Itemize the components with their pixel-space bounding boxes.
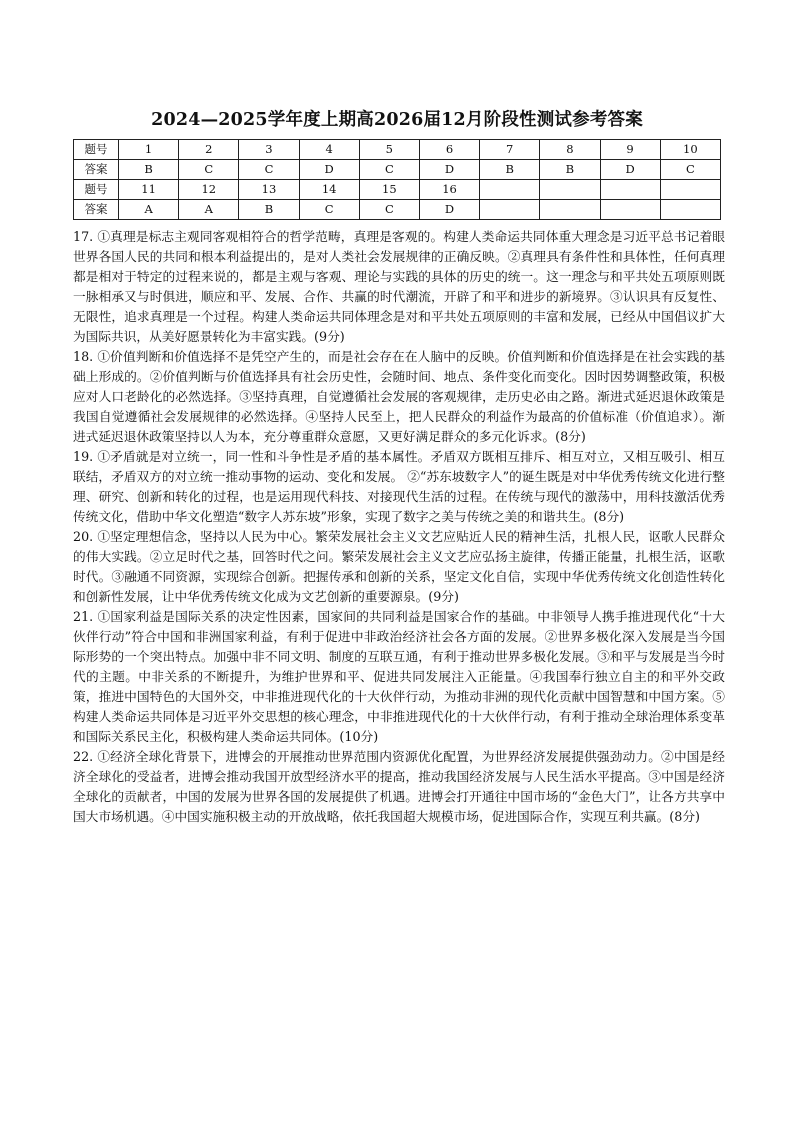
answer-17: 17. ①真理是标志主观同客观相符合的哲学范畴，真理是客观的。构建人类命运共同体重大理念是习近平总书记着眼世界各国人民的共同和根本利益提出的，是对人类社会发展规律的正确反映。②真理具有条件性和具体性，任何真理都是相对于特定的过程来说的，都是主观与客观、理论与实践的具体的历史的统一。这一理念与和平共处五项原则既一脉相承又与时俱进，顺应和平、发展、合作、共赢的时代潮流，开辟了和平和进步的新境界。③认识具有反复性、无限性，追求真理是一个过程。构建人类命运共同体理念是对和平共处五项原则的丰富和发展，已经从中国倡议扩大为国际共识，从美好愿景转化为丰富实践。(9分) — [73, 229, 725, 344]
table-cell — [600, 200, 660, 220]
answer-22: 22. ①经济全球化背景下，进博会的开展推动世界范围内资源优化配置，为世界经济发展提供强劲动力。②中国是经济全球化的受益者，进博会推动我国开放型经济水平的提高，推动我国经济发展与人民生活水平提高。③中国是经济全球化的贡献者，中国的发展为世界各国的发展提供了机遇。进博会打开通往中国市场的“金色大门”，让各方共享中国大市场机遇。④中国实施积极主动的开放战略，依托我国超大规模市场，促进国际合作，实现互利共赢。(8分) — [73, 749, 725, 824]
table-cell: 15 — [359, 180, 419, 200]
table-cell — [540, 180, 600, 200]
table-cell: 7 — [480, 140, 540, 160]
table-cell: 12 — [179, 180, 239, 200]
table-cell: 答案 — [74, 200, 119, 220]
table-cell: B — [239, 200, 299, 220]
table-cell: 6 — [419, 140, 479, 160]
table-cell: 4 — [299, 140, 359, 160]
page-title: 2024—2025学年度上期高2026届12月阶段性测试参考答案 — [151, 110, 643, 130]
table-cell — [540, 200, 600, 220]
table-cell: C — [299, 200, 359, 220]
table-cell: 题号 — [74, 180, 119, 200]
table-cell: 10 — [660, 140, 720, 160]
table-cell: C — [660, 160, 720, 180]
table-cell: D — [419, 160, 479, 180]
table-cell: 8 — [540, 140, 600, 160]
table-cell: D — [600, 160, 660, 180]
table-row — [74, 140, 721, 160]
answer-21: 21. ①国家利益是国际关系的决定性因素，国家间的共同利益是国家合作的基础。中非领导人携手推进现代化“十大伙伴行动”符合中国和非洲国家利益，有利于促进中非政治经济社会各方面的发展。②世界多极化深入发展是当今国际形势的一个突出特点。加强中非不同文明、制度的互联互通，有利于推动世界多极化发展。③和平与发展是当今时代的主题。中非关系的不断提升，为维护世界和平、促进共同发展注入正能量。④我国奉行独立自主的和平外交政策，推进中国特色的大国外交，中非推进现代化的十大伙伴行动，为推动非洲的现代化贡献中国智慧和中国方案。⑤构建人类命运共同体是习近平外交思想的核心理念，中非推进现代化的十大伙伴行动，有利于推动全球治理体系变革和国际关系民主化，积极构建人类命运共同体。(10分) — [73, 609, 725, 744]
table-cell — [480, 180, 540, 200]
table-cell — [660, 180, 720, 200]
table-cell: 答案 — [74, 160, 119, 180]
table-cell: C — [179, 160, 239, 180]
answer-18: 18. ①价值判断和价值选择不是凭空产生的，而是社会存在在人脑中的反映。价值判断和价值选择是在社会实践的基础上形成的。②价值判断与价值选择具有社会历史性，会随时间、地点、条件变化而变化。因时因势调整政策，积极应对人口老龄化的必然选择。③坚持真理，自觉遵循社会发展的客观规律，走历史必由之路。渐进式延迟退休政策是我国自觉遵循社会发展规律的必然选择。④坚持人民至上，把人民群众的利益作为最高的价值标准（价值追求）。渐进式延迟退休政策坚持以人为本，充分尊重群众意愿，又更好满足群众的多元化诉求。(8分) — [73, 349, 725, 444]
table-cell: C — [359, 200, 419, 220]
table-row — [74, 200, 721, 220]
table-cell: 题号 — [74, 140, 119, 160]
table-cell: 11 — [119, 180, 179, 200]
table-cell: A — [119, 200, 179, 220]
table-cell: 9 — [600, 140, 660, 160]
table-row — [74, 180, 721, 200]
answer-19: 19. ①矛盾就是对立统一，同一性和斗争性是矛盾的基本属性。矛盾双方既相互排斥、相互对立，又相互吸引、相互联结，矛盾双方的对立统一推动事物的运动、变化和发展。 ②“苏东坡数字人”的诞生既是对中华优秀传统文化进行整理、研究、创新和转化的过程，也是运用现代科技、对接现代生活的过程。在传统与现代的激荡中，用科技激活优秀传统文化，借助中华文化塑造“数字人苏东坡”形象，实现了数字之美与传统之美的和谐共生。(8分) — [73, 449, 725, 524]
table-cell: 1 — [119, 140, 179, 160]
table-cell — [660, 200, 720, 220]
table-cell: D — [419, 200, 479, 220]
table-cell — [480, 200, 540, 220]
table-cell: B — [119, 160, 179, 180]
answer-body — [73, 227, 725, 827]
table-cell — [600, 180, 660, 200]
table-cell: 5 — [359, 140, 419, 160]
answer-20: 20. ①坚定理想信念，坚持以人民为中心。繁荣发展社会主义文艺应贴近人民的精神生活，扎根人民，讴歌人民群众的伟大实践。②立足时代之基，回答时代之问。繁荣发展社会主义文艺应弘扬主旋律，传播正能量，扎根生活，讴歌时代。③融通不同资源，实现综合创新。把握传承和创新的关系，坚定文化自信，实现中华优秀传统文化创造性转化和创新性发展，让中华优秀传统文化成为文艺创新的重要源泉。(9分) — [73, 529, 725, 604]
table-cell: C — [239, 160, 299, 180]
answer-key-table — [73, 139, 721, 220]
table-cell: A — [179, 200, 239, 220]
table-row — [74, 160, 721, 180]
table-cell: 3 — [239, 140, 299, 160]
table-cell: C — [359, 160, 419, 180]
table-cell: D — [299, 160, 359, 180]
table-cell: B — [540, 160, 600, 180]
table-cell: 14 — [299, 180, 359, 200]
table-cell: 13 — [239, 180, 299, 200]
table-cell: 2 — [179, 140, 239, 160]
table-cell: 16 — [419, 180, 479, 200]
table-cell: B — [480, 160, 540, 180]
